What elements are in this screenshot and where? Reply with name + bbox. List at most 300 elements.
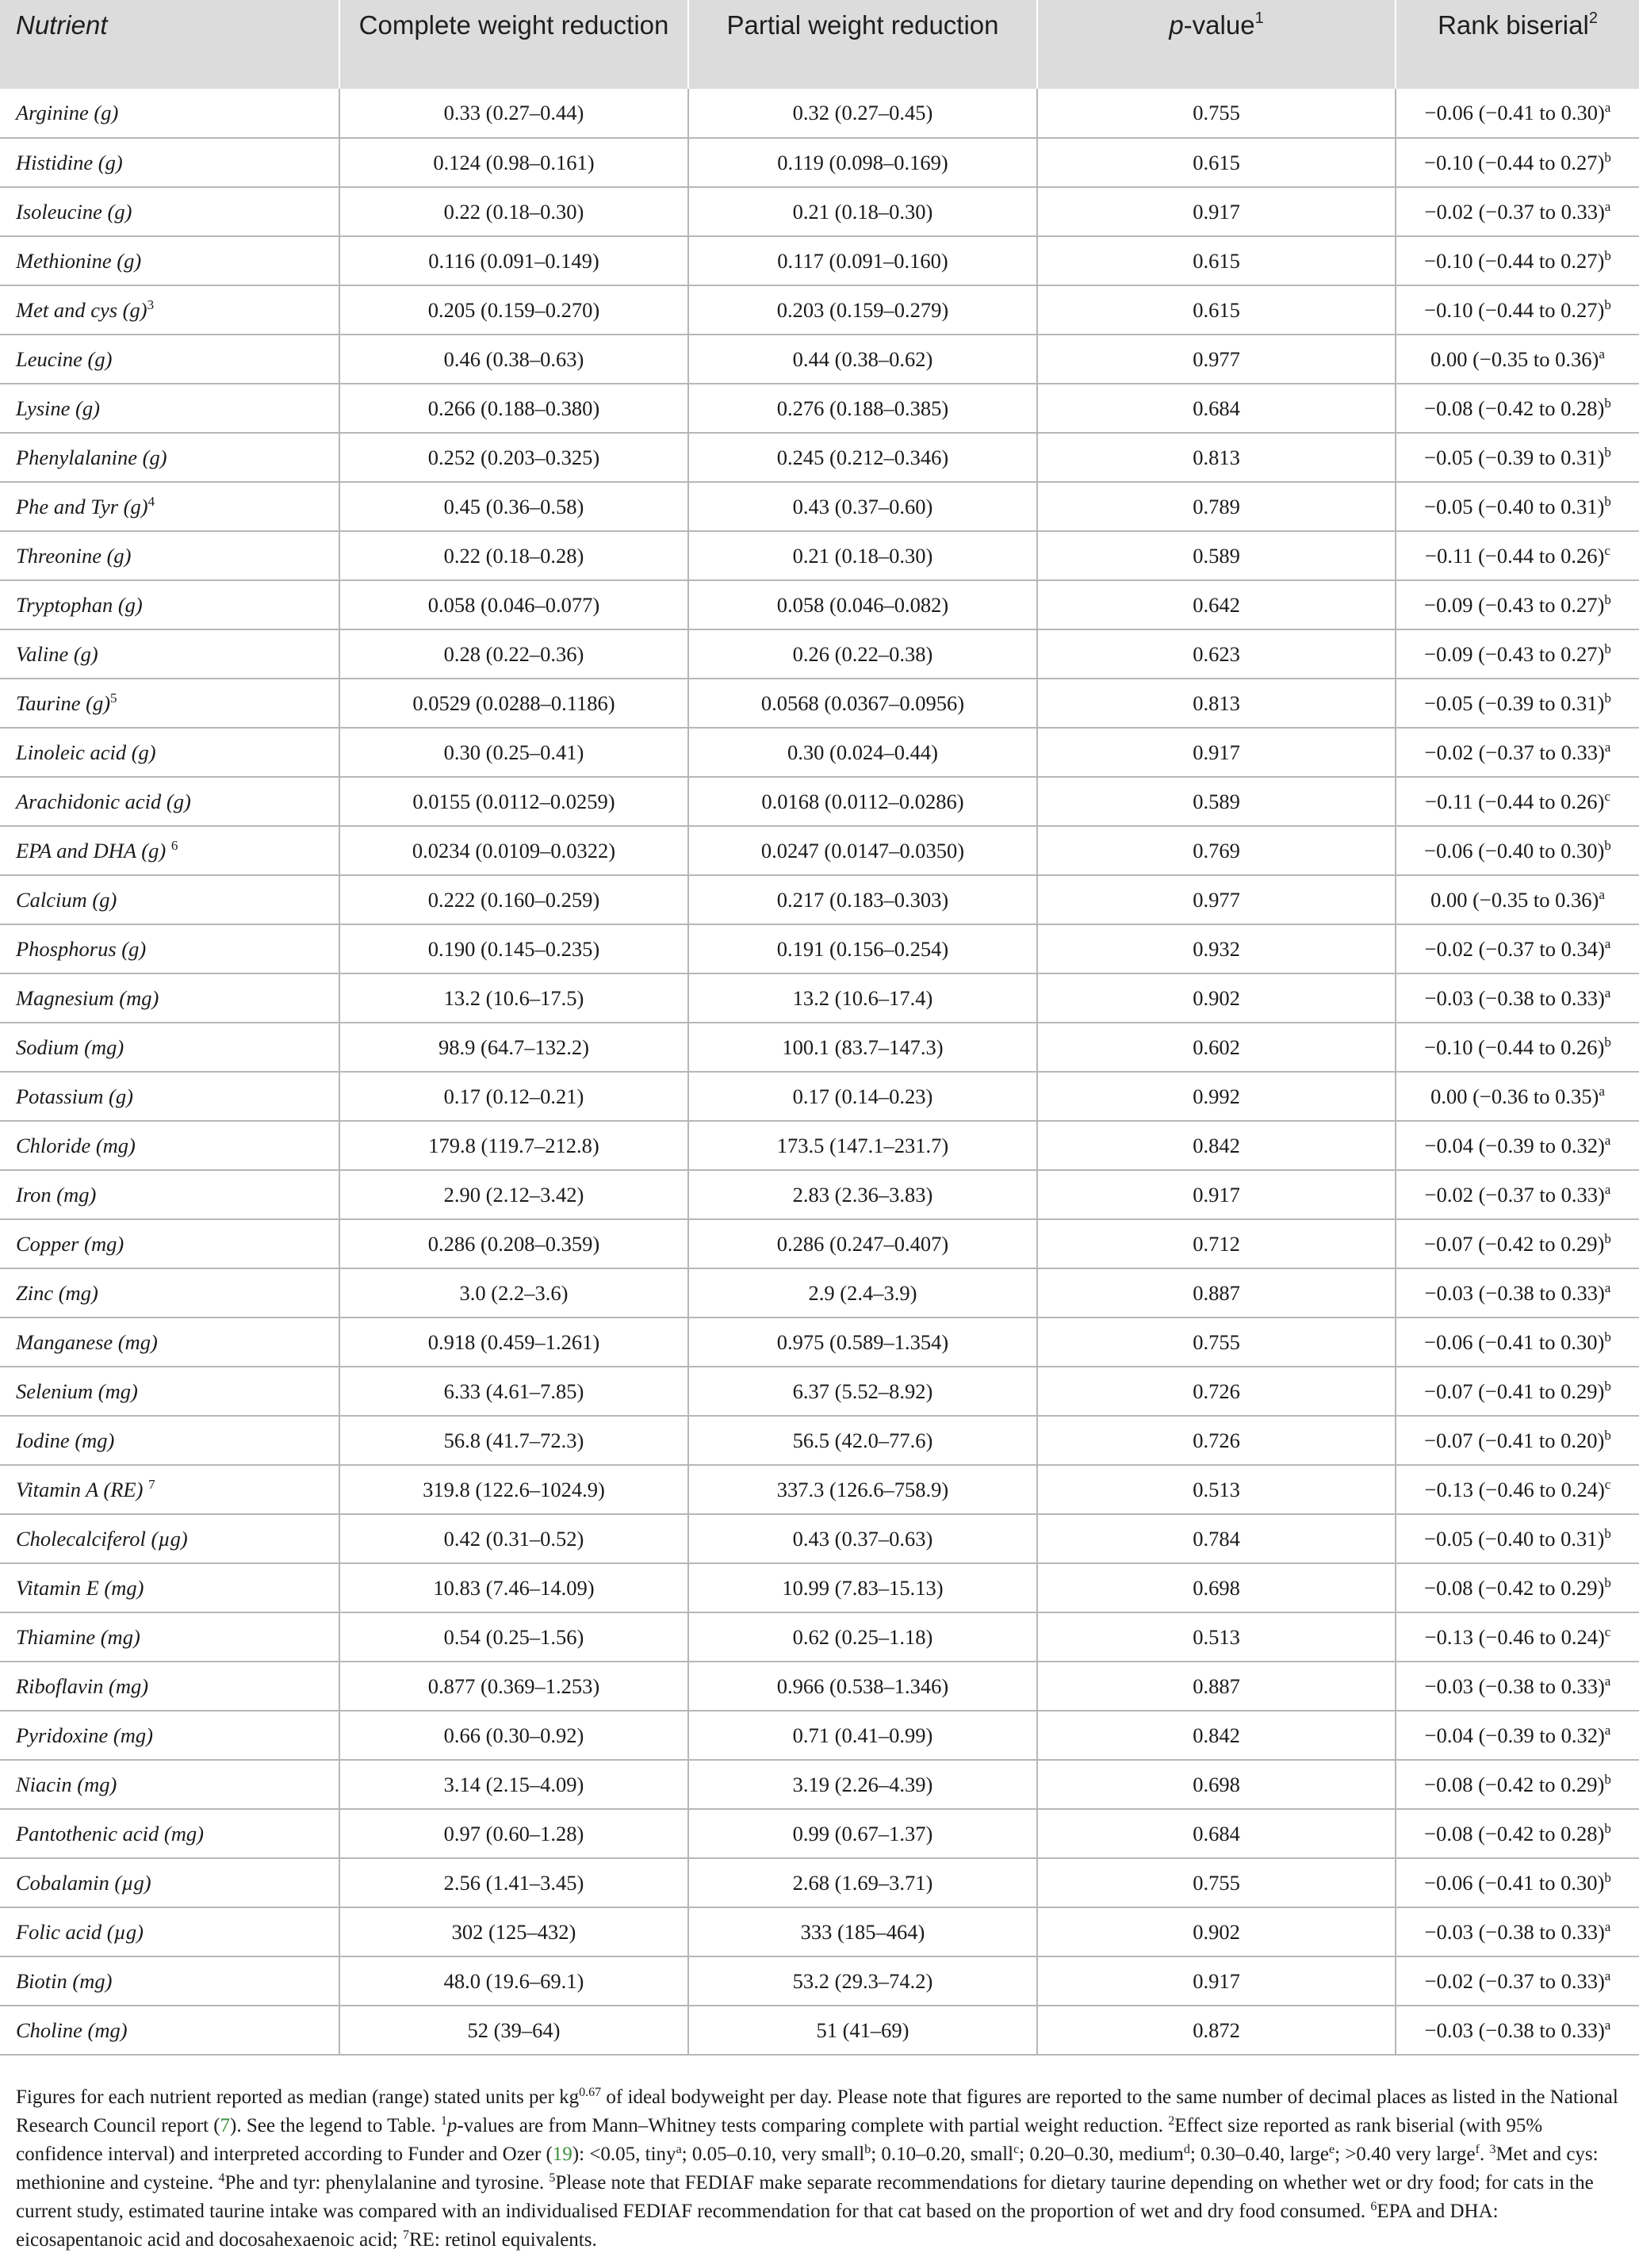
nutrient-name-cell [0,531,339,580]
p-value-cell [1037,629,1396,679]
nutrient-name-cell-text: Zinc (mg) [16,1280,98,1305]
nutrient-name-cell-text: Copper (mg) [16,1231,124,1256]
partial-value-cell [688,2006,1037,2055]
partial-value-cell [688,1268,1037,1318]
p-value-cell-text: 0.842 [1193,1133,1240,1157]
complete-value-cell [339,1514,688,1563]
header-partial: Partial weight reduction [688,0,1037,89]
p-value-cell-text: 0.992 [1193,1084,1240,1108]
complete-value-cell [339,1809,688,1858]
rank-biserial-cell-sup: a [1604,100,1611,115]
complete-value-cell [339,1416,688,1465]
p-value-cell [1037,138,1396,187]
p-value-cell-text: 0.684 [1193,1821,1240,1845]
p-value-cell [1037,1858,1396,1907]
partial-value-cell [688,1612,1037,1662]
complete-value-cell [339,1219,688,1268]
nutrient-name-cell-text: Iodine (mg) [16,1428,115,1452]
partial-value-cell [688,1416,1037,1465]
ref-link-19[interactable]: 19 [552,2144,573,2165]
complete-value-cell-text: 0.918 (0.459–1.261) [427,1329,600,1354]
rank-biserial-cell-sup: b [1604,641,1611,656]
nutrient-name-cell [0,1072,339,1121]
partial-value-cell-text: 3.19 (2.26–4.39) [792,1772,933,1796]
partial-value-cell [688,138,1037,187]
partial-value-cell [688,1907,1037,1956]
complete-value-cell-text: 0.877 (0.369–1.253) [427,1673,600,1698]
complete-value-cell-text: 0.22 (0.18–0.30) [443,199,584,224]
header-pvalue-rest: -value [1183,10,1255,40]
partial-value-cell-text: 0.21 (0.18–0.30) [792,543,933,568]
p-value-cell [1037,187,1396,236]
partial-value-cell [688,1318,1037,1367]
partial-value-cell-text: 53.2 (29.3–74.2) [792,1968,933,1993]
rank-biserial-cell-sup: a [1604,1918,1611,1934]
rank-biserial-cell-text: −0.09 (−0.43 to 0.27) [1424,592,1605,617]
fn-sup: f [1475,2143,1480,2156]
rank-biserial-cell-sup: b [1604,247,1611,263]
rank-biserial-cell [1396,384,1639,433]
nutrient-name-cell-text: Potassium (g) [16,1084,133,1108]
nutrient-name-cell [0,1367,339,1416]
header-pvalue-sup: 1 [1254,10,1264,27]
partial-value-cell [688,433,1037,482]
partial-value-cell [688,1219,1037,1268]
nutrient-name-cell [0,335,339,384]
complete-value-cell [339,679,688,728]
complete-value-cell-text: 0.54 (0.25–1.56) [443,1624,584,1649]
complete-value-cell [339,875,688,924]
complete-value-cell [339,138,688,187]
complete-value-cell-text: 0.0529 (0.0288–0.1186) [412,690,615,715]
nutrient-name-cell [0,1268,339,1318]
complete-value-cell [339,2006,688,2055]
rank-biserial-cell-sup: b [1604,1230,1611,1246]
complete-value-cell-text: 302 (125–432) [451,1919,576,1944]
p-value-cell [1037,1416,1396,1465]
p-value-cell [1037,924,1396,973]
rank-biserial-cell [1396,1170,1639,1219]
fn-text: Figures for each nutrient reported as median (range) stated units per kg [16,2086,580,2108]
partial-value-cell [688,482,1037,531]
partial-value-cell-text: 0.0168 (0.0112–0.0286) [761,789,964,813]
p-value-cell [1037,1367,1396,1416]
p-value-cell-text: 0.698 [1193,1575,1240,1600]
rank-biserial-cell [1396,285,1639,335]
rank-biserial-cell-text: −0.03 (−0.38 to 0.33) [1424,1919,1605,1944]
fn-text: p [446,2115,458,2136]
partial-value-cell [688,826,1037,875]
rank-biserial-cell-text: −0.04 (−0.39 to 0.32) [1424,1133,1605,1157]
partial-value-cell [688,1956,1037,2006]
fn-text: ; 0.20–0.30, medium [1019,2144,1184,2165]
p-value-cell [1037,1563,1396,1612]
p-value-cell-text: 0.698 [1193,1772,1240,1796]
rank-biserial-cell [1396,2006,1639,2055]
rank-biserial-cell-text: −0.02 (−0.37 to 0.33) [1424,199,1605,224]
complete-value-cell [339,187,688,236]
complete-value-cell [339,629,688,679]
partial-value-cell [688,187,1037,236]
rank-biserial-cell-sup: a [1604,1132,1611,1148]
rank-biserial-cell-sup: a [1599,346,1605,361]
table-body [0,89,1639,2055]
complete-value-cell [339,1907,688,1956]
table-row [0,728,1639,777]
partial-value-cell-text: 0.117 (0.091–0.160) [777,248,948,273]
rank-biserial-cell-sup: b [1604,493,1611,509]
nutrient-name-cell [0,679,339,728]
table-row [0,1072,1639,1121]
fn-sup: d [1183,2143,1190,2156]
table-row [0,1809,1639,1858]
p-value-cell-text: 0.932 [1193,936,1240,961]
complete-value-cell-text: 98.9 (64.7–132.2) [438,1035,589,1059]
rank-biserial-cell [1396,1121,1639,1170]
complete-value-cell-text: 0.116 (0.091–0.149) [428,248,599,273]
fn-text: . [1479,2144,1490,2165]
complete-value-cell [339,924,688,973]
ref-link-7[interactable]: 7 [220,2115,231,2136]
nutrient-name-cell-text: Leucine (g) [16,346,113,371]
p-value-cell-text: 0.513 [1193,1477,1240,1501]
nutrient-name-cell-text: Riboflavin (mg) [16,1673,149,1698]
partial-value-cell [688,1170,1037,1219]
partial-value-cell [688,973,1037,1023]
p-value-cell [1037,777,1396,826]
complete-value-cell [339,728,688,777]
nutrient-name-cell-sup: 5 [110,690,117,706]
p-value-cell-text: 0.902 [1193,1919,1240,1944]
fn-text: ; 0.05–0.10, very small [681,2144,865,2165]
header-nutrient: Nutrient [0,0,339,89]
p-value-cell [1037,1760,1396,1809]
rank-biserial-cell [1396,777,1639,826]
fn-text: RE: retinol equivalents. [408,2229,597,2251]
nutrient-name-cell [0,1858,339,1907]
partial-value-cell-text: 100.1 (83.7–147.3) [782,1035,944,1059]
p-value-cell-text: 0.769 [1193,838,1240,862]
partial-value-cell-text: 0.286 (0.247–0.407) [776,1231,949,1256]
rank-biserial-cell-text: −0.07 (−0.41 to 0.20) [1424,1428,1605,1452]
rank-biserial-cell [1396,875,1639,924]
rank-biserial-cell-sup: b [1604,395,1611,411]
rank-biserial-cell-text: −0.05 (−0.40 to 0.31) [1424,1526,1605,1551]
partial-value-cell [688,875,1037,924]
nutrient-name-cell-text: Isoleucine (g) [16,199,132,224]
nutrient-name-cell [0,875,339,924]
table-row [0,433,1639,482]
complete-value-cell [339,973,688,1023]
fn-sup: 7 [402,2228,409,2242]
rank-biserial-cell-text: −0.03 (−0.38 to 0.33) [1424,985,1605,1010]
partial-value-cell-text: 0.17 (0.14–0.23) [792,1084,933,1108]
fn-text: ). See the legend to Table. [230,2115,441,2136]
p-value-cell [1037,1318,1396,1367]
table-row [0,1662,1639,1711]
p-value-cell [1037,826,1396,875]
table-row [0,1760,1639,1809]
p-value-cell [1037,728,1396,777]
p-value-cell-text: 0.623 [1193,641,1240,666]
rank-biserial-cell-text: −0.10 (−0.44 to 0.26) [1424,1035,1605,1059]
complete-value-cell [339,1072,688,1121]
rank-biserial-cell-sup: c [1604,1476,1611,1492]
p-value-cell-text: 0.755 [1193,1870,1240,1895]
complete-value-cell-text: 0.124 (0.98–0.161) [433,150,595,174]
p-value-cell [1037,1514,1396,1563]
p-value-cell-text: 0.784 [1193,1526,1240,1551]
table-row [0,1612,1639,1662]
p-value-cell [1037,89,1396,138]
rank-biserial-cell-text: −0.07 (−0.41 to 0.29) [1424,1379,1605,1403]
header-pvalue [1037,0,1396,89]
p-value-cell [1037,1465,1396,1514]
rank-biserial-cell-sup: a [1604,1673,1611,1689]
partial-value-cell-text: 0.43 (0.37–0.60) [792,494,933,518]
complete-value-cell-text: 0.28 (0.22–0.36) [443,641,584,666]
p-value-cell-text: 0.917 [1193,199,1240,224]
rank-biserial-cell-sup: b [1604,1574,1611,1590]
complete-value-cell [339,1268,688,1318]
rank-biserial-cell-sup: b [1604,444,1611,460]
table-row [0,1907,1639,1956]
rank-biserial-cell [1396,679,1639,728]
rank-biserial-cell [1396,580,1639,629]
table-row [0,875,1639,924]
nutrient-name-cell [0,1907,339,1956]
table-row [0,1956,1639,2006]
nutrient-name-cell-text: Pyridoxine (mg) [16,1723,153,1747]
fn-text: ; 0.10–0.20, small [871,2144,1014,2165]
complete-value-cell-text: 10.83 (7.46–14.09) [433,1575,595,1600]
rank-biserial-cell [1396,973,1639,1023]
complete-value-cell-text: 56.8 (41.7–72.3) [443,1428,584,1452]
complete-value-cell [339,1170,688,1219]
nutrient-name-cell [0,236,339,285]
p-value-cell [1037,1121,1396,1170]
partial-value-cell [688,1563,1037,1612]
complete-value-cell [339,531,688,580]
p-value-cell [1037,580,1396,629]
nutrient-name-cell-text: Magnesium (mg) [16,985,159,1010]
p-value-cell [1037,973,1396,1023]
p-value-cell-text: 0.842 [1193,1723,1240,1747]
partial-value-cell-text: 0.32 (0.27–0.45) [792,101,933,124]
complete-value-cell [339,285,688,335]
rank-biserial-cell [1396,531,1639,580]
rank-biserial-cell-text: −0.04 (−0.39 to 0.32) [1424,1723,1605,1747]
p-value-cell-text: 0.615 [1193,297,1240,322]
complete-value-cell [339,580,688,629]
fn-text: of ideal bodyweight per day. Please note that figures are reported to the same number of decimal places as listed in the National Research Council report ( [16,2086,1618,2136]
partial-value-cell-text: 0.99 (0.67–1.37) [792,1821,933,1845]
rank-biserial-cell-sup: b [1604,837,1611,853]
nutrient-name-cell-text: Phenylalanine (g) [16,445,167,469]
fn-sup: e [1329,2143,1335,2156]
rank-biserial-cell-text: −0.05 (−0.40 to 0.31) [1424,494,1605,518]
complete-value-cell [339,1023,688,1072]
p-value-cell-text: 0.917 [1193,1968,1240,1993]
rank-biserial-cell-text: −0.05 (−0.39 to 0.31) [1424,445,1605,469]
table-row [0,384,1639,433]
nutrient-name-cell-text: Tryptophan (g) [16,592,143,617]
rank-biserial-cell-text: −0.11 (−0.44 to 0.26) [1425,789,1605,813]
nutrient-name-cell [0,1023,339,1072]
nutrient-name-cell-text: Niacin (mg) [16,1772,117,1796]
p-value-cell [1037,875,1396,924]
p-value-cell-text: 0.917 [1193,740,1240,764]
rank-biserial-cell-text: −0.07 (−0.42 to 0.29) [1424,1231,1605,1256]
table-row [0,1514,1639,1563]
table-row [0,1121,1639,1170]
p-value-cell [1037,482,1396,531]
p-value-cell [1037,285,1396,335]
nutrient-name-cell-sup: 6 [170,837,178,853]
table-row [0,777,1639,826]
table-header [0,0,1639,89]
p-value-cell [1037,531,1396,580]
nutrient-name-cell-text: Choline (mg) [16,2017,128,2042]
p-value-cell [1037,1907,1396,1956]
rank-biserial-cell-sup: b [1604,1034,1611,1050]
partial-value-cell [688,236,1037,285]
complete-value-cell [339,1465,688,1514]
partial-value-cell-text: 56.5 (42.0–77.6) [792,1428,933,1452]
complete-value-cell-text: 3.0 (2.2–3.6) [459,1280,569,1305]
rank-biserial-cell-text: −0.06 (−0.41 to 0.30) [1424,1329,1605,1354]
rank-biserial-cell-sup: b [1604,1427,1611,1443]
nutrient-name-cell-text: Biotin (mg) [16,1968,113,1993]
complete-value-cell-text: 0.266 (0.188–0.380) [427,396,600,420]
partial-value-cell [688,679,1037,728]
rank-biserial-cell-sup: b [1604,1820,1611,1836]
p-value-cell [1037,384,1396,433]
table-row [0,1367,1639,1416]
complete-value-cell [339,1563,688,1612]
table-row [0,580,1639,629]
partial-value-cell [688,531,1037,580]
nutrient-name-cell [0,1514,339,1563]
fn-sup: 5 [549,2171,556,2185]
nutrient-name-cell-text: Taurine (g) [16,690,111,715]
complete-value-cell [339,482,688,531]
fn-text: Met and cys: methionine and cysteine. [16,2144,1599,2193]
complete-value-cell [339,1121,688,1170]
complete-value-cell [339,1858,688,1907]
partial-value-cell [688,285,1037,335]
rank-biserial-cell-sup: b [1604,1869,1611,1885]
complete-value-cell-text: 319.8 (122.6–1024.9) [423,1477,605,1501]
rank-biserial-cell-text: −0.10 (−0.44 to 0.27) [1424,297,1605,322]
partial-value-cell-text: 0.71 (0.41–0.99) [792,1723,933,1747]
rank-biserial-cell-text: −0.11 (−0.44 to 0.26) [1425,543,1605,568]
complete-value-cell-text: 2.56 (1.41–3.45) [443,1870,584,1895]
nutrient-name-cell [0,826,339,875]
nutrient-name-cell-text: Thiamine (mg) [16,1624,140,1649]
complete-value-cell-text: 0.058 (0.046–0.077) [427,592,600,617]
nutrient-name-cell-text: Chloride (mg) [16,1133,136,1157]
complete-value-cell-text: 48.0 (19.6–69.1) [443,1968,584,1993]
partial-value-cell-text: 0.975 (0.589–1.354) [776,1329,949,1354]
rank-biserial-cell [1396,629,1639,679]
partial-value-cell-text: 6.37 (5.52–8.92) [792,1379,933,1403]
p-value-cell [1037,1219,1396,1268]
rank-biserial-cell-sup: a [1599,1083,1605,1099]
complete-value-cell [339,1956,688,2006]
nutrient-name-cell [0,384,339,433]
rank-biserial-cell-sup: c [1604,1624,1611,1639]
complete-value-cell [339,826,688,875]
fn-text: ; >0.40 very large [1335,2144,1476,2165]
partial-value-cell-text: 10.99 (7.83–15.13) [782,1575,944,1600]
partial-value-cell-text: 0.058 (0.046–0.082) [776,592,949,617]
table-row [0,1219,1639,1268]
rank-biserial-cell [1396,1023,1639,1072]
complete-value-cell [339,1612,688,1662]
complete-value-cell-text: 3.14 (2.15–4.09) [443,1772,584,1796]
nutrient-name-cell [0,89,339,138]
partial-value-cell [688,629,1037,679]
complete-value-cell [339,236,688,285]
nutrient-name-cell [0,1219,339,1268]
partial-value-cell-text: 333 (185–464) [800,1919,925,1944]
complete-value-cell-text: 0.0155 (0.0112–0.0259) [412,789,615,813]
nutrient-name-cell-text: Arachidonic acid (g) [16,789,191,813]
rank-biserial-cell-sup: b [1604,591,1611,607]
nutrient-name-cell [0,973,339,1023]
partial-value-cell [688,1711,1037,1760]
partial-value-cell [688,1809,1037,1858]
rank-biserial-cell [1396,1956,1639,2006]
nutrient-name-cell-text: Pantothenic acid (mg) [16,1821,204,1845]
complete-value-cell-text: 0.222 (0.160–0.259) [427,887,600,912]
rank-biserial-cell-sup: a [1604,935,1611,951]
partial-value-cell-text: 0.0568 (0.0367–0.0956) [760,690,965,715]
fn-sup: 1 [440,2114,447,2128]
table-row [0,1318,1639,1367]
rank-biserial-cell-text: −0.02 (−0.37 to 0.34) [1424,936,1605,961]
p-value-cell-text: 0.755 [1193,101,1240,124]
nutrient-name-cell-text: Selenium (mg) [16,1379,138,1403]
partial-value-cell-text: 0.62 (0.25–1.18) [792,1624,933,1649]
nutrient-name-cell [0,1809,339,1858]
rank-biserial-cell-text: −0.02 (−0.37 to 0.33) [1424,1182,1605,1207]
nutrient-name-cell-text: Methionine (g) [16,248,142,273]
rank-biserial-cell [1396,335,1639,384]
nutrient-name-cell-text: Cobalamin (µg) [16,1870,151,1895]
nutrient-name-cell-text: Threonine (g) [16,543,132,568]
rank-biserial-cell [1396,433,1639,482]
rank-biserial-cell-sup: b [1604,690,1611,706]
nutrient-name-cell [0,777,339,826]
partial-value-cell [688,1465,1037,1514]
nutrient-name-cell-text: EPA and DHA (g) [16,838,171,862]
table-row [0,629,1639,679]
partial-value-cell-text: 2.9 (2.4–3.9) [808,1280,917,1305]
complete-value-cell-text: 0.30 (0.25–0.41) [443,740,584,764]
table-row [0,924,1639,973]
partial-value-cell [688,1072,1037,1121]
table-row [0,89,1639,138]
nutrient-name-cell-text: Valine (g) [16,641,98,666]
rank-biserial-cell-text: −0.02 (−0.37 to 0.33) [1424,1968,1605,1993]
p-value-cell-text: 0.726 [1193,1428,1240,1452]
fn-text: ): <0.05, tiny [572,2144,676,2165]
table-row [0,1858,1639,1907]
p-value-cell-text: 0.917 [1193,1182,1240,1207]
fn-sup: 6 [1370,2200,1377,2213]
